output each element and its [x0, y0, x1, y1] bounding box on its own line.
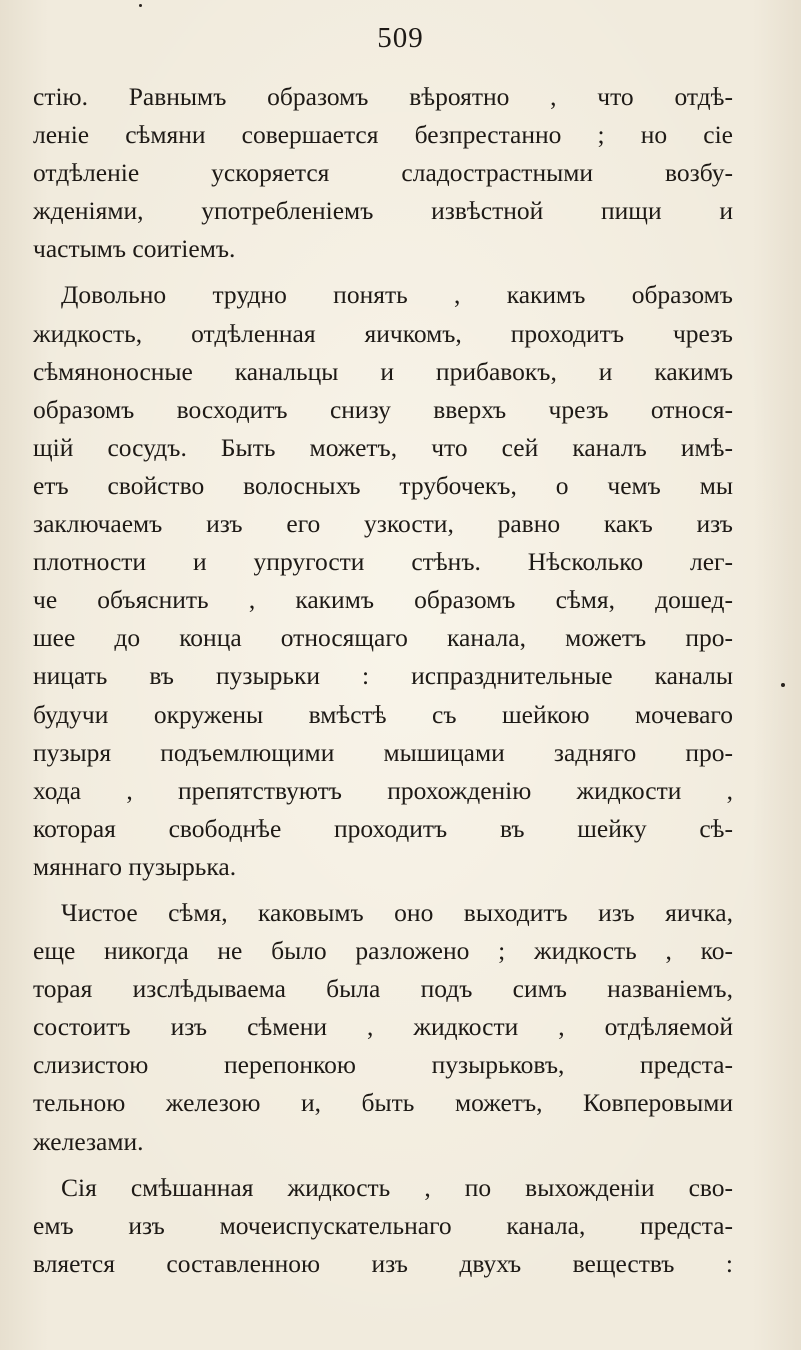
text-line: Довольно трудно понять , какимъ образомъ [61, 280, 733, 310]
text-line: которая свободнѣе проходитъ въ шейку сѣ- [33, 813, 733, 843]
text-line: мяннаго пузырька. [33, 851, 237, 881]
ink-speck [781, 683, 785, 687]
ink-speck [139, 4, 142, 7]
text-line: ницать въ пузырьки : испразднительные каналы [33, 661, 733, 691]
text-line: вляется составленною изъ двухъ веществъ : [33, 1248, 733, 1278]
page-number: 509 [377, 22, 424, 54]
text-line: образомъ восходитъ снизу вверхъ чрезъ относя- [33, 394, 733, 424]
text-line: шее до конца относящаго канала, можетъ про- [33, 623, 733, 653]
text-line: щій сосудъ. Быть можетъ, что сей каналъ имѣ- [33, 432, 733, 462]
text-line: состоитъ изъ сѣмени , жидкости , отдѣляемой [33, 1012, 733, 1042]
text-line: будучи окружены вмѣстѣ съ шейкою мочеваго [33, 699, 733, 729]
text-line: пузыря подъемлющими мышицами задняго про- [33, 737, 733, 767]
text-line: леніе сѣмяни совершается безпрестанно ; но сіе [33, 120, 733, 150]
text-line: емъ изъ мочеиспускательнаго канала, предста- [33, 1210, 733, 1240]
text-line: стію. Равнымъ образомъ вѣроятно , что отдѣ- [33, 82, 733, 111]
text-line: еще никогда не было разложено ; жидкость , ко- [33, 936, 733, 966]
text-line: жидкость, отдѣленная яичкомъ, проходитъ чрезъ [33, 318, 733, 348]
text-line: че объяснить , какимъ образомъ сѣмя, дошед- [33, 585, 733, 615]
text-line: сѣмяноносные канальцы и прибавокъ, и какимъ [33, 356, 733, 386]
text-line: торая изслѣдываема была подъ симъ названіемъ, [33, 974, 733, 1004]
text-line: частымъ соитіемъ. [33, 234, 236, 264]
text-line: жденіями, употребленіемъ извѣстной пищи и [33, 196, 733, 226]
text-line: етъ свойство волосныхъ трубочекъ, о чемъ мы [33, 470, 733, 500]
paragraph [33, 78, 733, 268]
body-text [33, 78, 733, 1283]
text-line: тельною железою и, быть можетъ, Ковперовыми [33, 1088, 733, 1118]
paragraph [33, 894, 733, 1161]
text-line: заключаемъ изъ его узкости, равно какъ изъ [33, 509, 733, 539]
text-line: отдѣленіе ускоряется сладострастными возбу- [33, 158, 733, 188]
text-line: Сія смѣшанная жидкость , по выхожденіи сво- [61, 1172, 733, 1202]
paragraph [33, 276, 733, 886]
text-line: железами. [33, 1126, 144, 1156]
paragraph [33, 1169, 733, 1283]
text-line: плотности и упругости стѣнъ. Нѣсколько лег- [33, 547, 733, 577]
text-line: Чистое сѣмя, каковымъ оно выходитъ изъ яичка, [61, 897, 733, 927]
text-line: хода , препятствуютъ прохожденію жидкости , [33, 775, 733, 805]
text-line: слизистою перепонкою пузырьковъ, предста- [33, 1050, 733, 1080]
